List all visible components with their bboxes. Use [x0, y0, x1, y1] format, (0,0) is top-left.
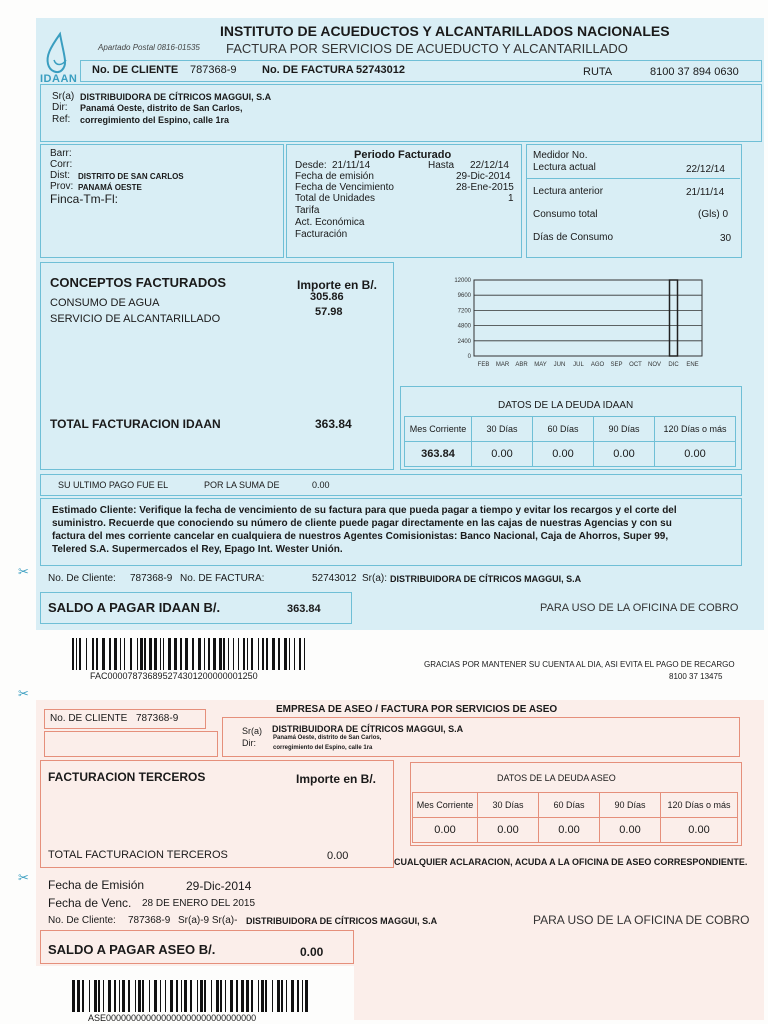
- dias-label: Días de Consumo: [533, 232, 614, 243]
- sr-label: Sr(a): [52, 91, 75, 102]
- deuda-idaan-table: [404, 416, 736, 467]
- emision-value: 29-Dic-2014: [456, 171, 511, 182]
- aseo-emision-value: 29-Dic-2014: [186, 879, 252, 893]
- barcode-bar: [281, 980, 283, 1012]
- barcode-bar: [103, 980, 104, 1012]
- barcode-bar: [228, 638, 229, 670]
- barcode-bar: [124, 638, 125, 670]
- barcode-bar: [258, 980, 259, 1012]
- barcode-bar: [86, 638, 87, 670]
- medidor-label: Medidor No.: [533, 150, 588, 161]
- desde-value: 21/11/14: [332, 160, 371, 171]
- scissors-icon: ✂: [18, 870, 29, 885]
- chart-xtick-label: FEB: [477, 362, 490, 368]
- stub-ruta: 8100 37 13475: [669, 672, 723, 681]
- stub-sr-label: Sr(a):: [362, 573, 387, 584]
- aseo-stub-cliente-value: 787368-9: [128, 915, 171, 926]
- barcode-bar: [211, 980, 212, 1012]
- chart-xtick-label: DIC: [668, 362, 679, 368]
- desde-label: Desde:: [295, 160, 327, 171]
- barcode-bar: [149, 980, 150, 1012]
- aclaracion-message: CUALQUIER ACLARACION, ACUDA A LA OFICINA DE ASEO CORRESPONDIENTE.: [394, 857, 748, 867]
- barcode-bar: [72, 638, 74, 670]
- deuda-value-cell: 0.00: [472, 442, 533, 467]
- aseo-blank-box: [44, 731, 218, 757]
- cliente-label: No. DE CLIENTE: [92, 64, 179, 76]
- aseo-venc-value: 28 DE ENERO DEL 2015: [142, 898, 256, 909]
- deuda-aseo-table: [412, 792, 738, 843]
- customer-reference: corregimiento del Espino, calle 1ra: [80, 115, 230, 125]
- deuda-idaan-title: DATOS DE LA DEUDA IDAAN: [498, 400, 634, 411]
- barcode-bar: [219, 638, 222, 670]
- dir-label: Dir:: [52, 102, 68, 113]
- barcode-bar: [176, 980, 178, 1012]
- factura-label: No. DE FACTURA: [262, 64, 354, 76]
- deuda-idaan-header-row: [405, 417, 736, 442]
- barcode-bar: [262, 638, 264, 670]
- vencimiento-label: Fecha de Vencimiento: [295, 182, 394, 193]
- barcode-bar: [241, 980, 244, 1012]
- facturacion-terceros-title: FACTURACION TERCEROS: [48, 770, 206, 784]
- total-terceros-label: TOTAL FACTURACION TERCEROS: [48, 849, 228, 861]
- ruta-label: RUTA: [583, 66, 613, 78]
- aseo-cliente-label: No. DE CLIENTE: [50, 713, 128, 724]
- deuda-aseo-value-cell: 0.00: [478, 818, 539, 843]
- consumo-label: Consumo total: [533, 209, 598, 220]
- barcode-bar: [94, 980, 97, 1012]
- barcode-bar: [119, 980, 120, 1012]
- deuda-aseo-header-cell: 120 Días o más: [661, 793, 738, 818]
- barcode-bar: [130, 638, 132, 670]
- chart-xtick-label: JUN: [553, 362, 566, 368]
- barcode-bar: [92, 638, 94, 670]
- barcode-bar: [122, 980, 125, 1012]
- aseo-customer-name: DISTRIBUIDORA DE CÍTRICOS MAGGUI, S.A: [272, 724, 464, 734]
- barcode-bar: [149, 638, 152, 670]
- barcode-bar: [96, 638, 98, 670]
- chart-xtick-label: ENE: [686, 362, 699, 368]
- barcode-bar: [223, 638, 225, 670]
- barcode-bar: [297, 980, 299, 1012]
- barcode-bar: [220, 980, 222, 1012]
- barcode-bar: [77, 980, 80, 1012]
- barcode-bar: [98, 980, 100, 1012]
- barcode-bar: [265, 980, 267, 1012]
- barcode-bar: [135, 980, 136, 1012]
- barcode-bar: [181, 980, 182, 1012]
- barcode-bar: [246, 980, 249, 1012]
- deuda-aseo-value-row: [413, 818, 738, 843]
- chart-ytick-label: 2400: [457, 338, 471, 345]
- barcode-bar: [208, 638, 210, 670]
- barcode-bar: [140, 638, 143, 670]
- barcode-bar: [204, 980, 206, 1012]
- unidades-value: 1: [508, 193, 514, 204]
- chart-xtick-label: MAY: [534, 362, 547, 368]
- lectura-actual-label: Lectura actual: [533, 162, 596, 173]
- barcode-bar: [216, 980, 219, 1012]
- barcode-bar: [243, 638, 245, 670]
- deuda-aseo-header-cell: 90 Días: [600, 793, 661, 818]
- lectura-actual-value: 22/12/14: [686, 164, 725, 175]
- chart-xtick-label: ABR: [515, 362, 528, 368]
- tarifa-label: Tarifa: [295, 205, 320, 216]
- chart-xtick-label: OCT: [629, 362, 642, 368]
- hasta-label: Hasta: [428, 160, 455, 171]
- barcode-bar: [225, 980, 226, 1012]
- chart-ytick-label: 4800: [457, 323, 471, 330]
- importe-label: Importe en B/.: [297, 278, 378, 292]
- aseo-dir-label: Dir:: [242, 738, 256, 748]
- deuda-aseo-header-cell: 60 Días: [539, 793, 600, 818]
- aseo-cliente-value: 787368-9: [136, 713, 179, 724]
- barcode-bar: [142, 980, 144, 1012]
- chart-plot-frame: [474, 280, 702, 356]
- deuda-aseo-value-cell: 0.00: [600, 818, 661, 843]
- total-terceros-amount: 0.00: [327, 850, 349, 862]
- period-title: Periodo Facturado: [354, 149, 452, 161]
- deuda-header-cell: 120 Días o más: [655, 417, 736, 442]
- barcode-bar: [294, 638, 295, 670]
- stub-cliente-label: No. De Cliente:: [48, 573, 116, 584]
- factura-number: 52743012: [356, 64, 405, 76]
- stub-cliente-value: 787368-9: [130, 573, 173, 584]
- deuda-header-cell: 60 Días: [533, 417, 594, 442]
- total-idaan-label: TOTAL FACTURACION IDAAN: [50, 417, 221, 431]
- dist-label: Dist:: [50, 170, 70, 181]
- barcode-bar: [138, 980, 141, 1012]
- lectura-anterior-label: Lectura anterior: [533, 186, 604, 197]
- stub-customer-name: DISTRIBUIDORA DE CÍTRICOS MAGGUI, S.A: [390, 574, 582, 584]
- suma-label: POR LA SUMA DE: [204, 480, 280, 490]
- invoice-subtitle: FACTURA POR SERVICIOS DE ACUEDUCTO Y ALCANTARILLADO: [226, 41, 628, 56]
- consumo-value: (Gls) 0: [698, 209, 728, 220]
- cliente-number: 787368-9: [190, 64, 237, 76]
- apartado-postal: Apartado Postal 0816-01535: [98, 43, 200, 52]
- barcode-bar: [174, 638, 177, 670]
- barcode-bar: [154, 980, 157, 1012]
- suma-value: 0.00: [312, 480, 330, 490]
- barcode-bar: [299, 638, 301, 670]
- barcode-bar: [200, 980, 203, 1012]
- aseo-dir-line1: Panamá Oeste, distrito de San Carlos,: [273, 735, 382, 741]
- barcode-bar: [286, 980, 287, 1012]
- meter-divider: [526, 178, 740, 180]
- barcode-bar: [198, 638, 201, 670]
- finca-label: Finca-Tm-Fl:: [50, 192, 118, 206]
- scissors-icon: ✂: [18, 564, 29, 579]
- consumption-history-chart: [440, 268, 710, 376]
- vencimiento-value: 28-Ene-2015: [456, 182, 514, 193]
- barcode-bar: [258, 638, 259, 670]
- barcode-bar: [160, 980, 161, 1012]
- idaan-barcode: [70, 638, 310, 672]
- customer-address: Panamá Oeste, distrito de San Carlos,: [80, 103, 243, 113]
- customer-name: DISTRIBUIDORA DE CÍTRICOS MAGGUI, S.A: [80, 92, 272, 102]
- idaan-barcode-text: FAC000078736895274301200000001250: [90, 671, 258, 681]
- barcode-bar: [89, 980, 90, 1012]
- deuda-aseo-value-cell: 0.00: [661, 818, 738, 843]
- notice-line: Estimado Cliente: Verifique la fecha de vencimiento de su factura para que pueda pagar a tiempo y evitar los recargos y el corte del: [52, 505, 677, 516]
- chart-ytick-label: 9600: [457, 293, 471, 300]
- aseo-venc-label: Fecha de Venc.: [48, 896, 132, 910]
- barcode-bar: [204, 638, 205, 670]
- notice-line: suministro. Recuerde que conociendo su número de cliente puede pagar directamente en las cajas de nuestras Agencias y con su: [52, 518, 672, 529]
- ref-label: Ref:: [52, 114, 71, 125]
- district-value: DISTRITO DE SAN CARLOS: [78, 172, 184, 181]
- barcode-bar: [109, 638, 111, 670]
- unidades-label: Total de Unidades: [295, 193, 376, 204]
- barcode-bar: [278, 638, 280, 670]
- barcode-bar: [82, 980, 84, 1012]
- deuda-aseo-header-cell: 30 Días: [478, 793, 539, 818]
- barcode-bar: [272, 980, 273, 1012]
- stub-factura-value: 52743012: [312, 573, 357, 584]
- barcode-bar: [289, 638, 290, 670]
- barcode-bar: [213, 638, 216, 670]
- barcode-bar: [76, 638, 77, 670]
- barcode-bar: [233, 638, 234, 670]
- barcode-bar: [168, 638, 171, 670]
- barcode-bar: [114, 638, 117, 670]
- stub-factura-label: No. DE FACTURA:: [180, 573, 265, 584]
- oficina-cobro-label: PARA USO DE LA OFICINA DE COBRO: [540, 602, 739, 614]
- barcode-bar: [261, 980, 264, 1012]
- aseo-stub-cliente-label: No. De Cliente:: [48, 915, 116, 926]
- deuda-value-cell: 0.00: [533, 442, 594, 467]
- barcode-bar: [251, 980, 253, 1012]
- barcode-bar: [165, 980, 166, 1012]
- deuda-aseo-header-cell: Mes Corriente: [413, 793, 478, 818]
- corr-label: Corr:: [50, 159, 73, 170]
- concepto-alcantarillado-label: SERVICIO DE ALCANTARILLADO: [50, 313, 221, 325]
- chart-xtick-label: JUL: [573, 362, 584, 368]
- barcode-bar: [305, 980, 308, 1012]
- barcode-bar: [272, 638, 275, 670]
- barcode-bar: [114, 980, 116, 1012]
- aseo-stub-name: DISTRIBUIDORA DE CÍTRICOS MAGGUI, S.A: [246, 916, 438, 926]
- idaan-logo: [40, 30, 80, 86]
- aseo-title: EMPRESA DE ASEO / FACTURA POR SERVICIOS DE ASEO: [276, 704, 558, 715]
- scissors-icon: ✂: [18, 686, 29, 701]
- ultimo-pago-label: SU ULTIMO PAGO FUE EL: [58, 480, 169, 490]
- barcode-bar: [180, 638, 182, 670]
- deuda-aseo-title: DATOS DE LA DEUDA ASEO: [497, 773, 616, 783]
- barcode-bar: [238, 638, 239, 670]
- barcode-bar: [128, 980, 130, 1012]
- chart-xtick-label: NOV: [647, 362, 662, 368]
- barcode-bar: [236, 980, 238, 1012]
- institute-title: INSTITUTO DE ACUEDUCTOS Y ALCANTARILLADOS NACIONALES: [220, 23, 670, 39]
- barcode-bar: [108, 980, 111, 1012]
- barcode-bar: [163, 638, 164, 670]
- deuda-value-cell: 363.84: [405, 442, 472, 467]
- barcode-bar: [277, 980, 280, 1012]
- notice-line: Telered S.A. Supermercados el Rey, Epago Int. Wester Unión.: [52, 544, 343, 555]
- dias-value: 30: [720, 233, 732, 244]
- aseo-oficina-label: PARA USO DE LA OFICINA DE COBRO: [533, 913, 750, 927]
- barcode-bar: [184, 980, 187, 1012]
- saldo-idaan-amount: 363.84: [287, 603, 321, 615]
- barcode-bar: [302, 980, 303, 1012]
- barcode-bar: [144, 638, 146, 670]
- chart-xtick-label: AGO: [590, 362, 605, 368]
- hasta-value: 22/12/14: [470, 160, 509, 171]
- province-value: PANAMÁ OESTE: [78, 183, 142, 192]
- barcode-bar: [72, 980, 75, 1012]
- barcode-bar: [197, 980, 198, 1012]
- deuda-idaan-value-row: [405, 442, 736, 467]
- deuda-value-cell: 0.00: [655, 442, 736, 467]
- deuda-aseo-value-cell: 0.00: [413, 818, 478, 843]
- logo-text: IDAAN: [40, 73, 78, 85]
- barcode-bar: [266, 638, 268, 670]
- chart-xtick-label: SEP: [610, 362, 623, 368]
- aseo-emision-label: Fecha de Emisión: [48, 878, 145, 892]
- gracias-message: GRACIAS POR MANTENER SU CUENTA AL DIA, ASI EVITA EL PAGO DE RECARGO: [424, 660, 735, 669]
- deuda-aseo-header-row: [413, 793, 738, 818]
- chart-xtick-label: MAR: [495, 362, 510, 368]
- deuda-value-cell: 0.00: [594, 442, 655, 467]
- emision-label: Fecha de emisión: [295, 171, 374, 182]
- barcode-bar: [154, 638, 157, 670]
- barr-label: Barr:: [50, 148, 72, 159]
- saldo-aseo-label: SALDO A PAGAR ASEO B/.: [48, 942, 216, 957]
- chart-ytick-label: 12000: [454, 278, 471, 284]
- barcode-bar: [170, 980, 173, 1012]
- act-economica-label: Act. Económica: [295, 217, 365, 228]
- concepto-alcantarillado-amount: 57.98: [315, 306, 343, 318]
- aseo-importe-label: Importe en B/.: [296, 772, 377, 786]
- barcode-bar: [79, 638, 81, 670]
- aseo-barcode-text: ASE000000000000000000000000000000: [88, 1013, 257, 1023]
- saldo-aseo-amount: 0.00: [300, 945, 324, 959]
- barcode-bar: [120, 638, 121, 670]
- barcode-bar: [185, 638, 188, 670]
- chart-ytick-label: 7200: [457, 308, 471, 315]
- total-idaan-amount: 363.84: [315, 417, 352, 431]
- notice-line: factura del mes corriente cancelar en cualquiera de nuestros Agentes Comisionistas: Banco Nacional, Caja de Ahorros, Super 99,: [52, 531, 669, 542]
- lectura-anterior-value: 21/11/14: [686, 187, 725, 198]
- ruta-number: 8100 37 894 0630: [650, 66, 739, 78]
- concepto-agua-amount: 305.86: [310, 291, 344, 303]
- aseo-sr-label: Sr(a): [242, 726, 262, 736]
- saldo-idaan-label: SALDO A PAGAR IDAAN B/.: [48, 600, 221, 615]
- prov-label: Prov:: [50, 181, 74, 192]
- barcode-bar: [247, 638, 248, 670]
- barcode-bar: [192, 638, 194, 670]
- aseo-dir-line2: corregimiento del Espino, calle 1ra: [273, 745, 373, 751]
- facturacion-label: Facturación: [295, 229, 348, 240]
- barcode-bar: [230, 980, 233, 1012]
- chart-bar: [670, 280, 678, 356]
- barcode-bar: [304, 638, 305, 670]
- barcode-bar: [137, 638, 138, 670]
- aseo-stub-sr: Sr(a)-9 Sr(a)-: [178, 915, 238, 926]
- deuda-header-cell: 30 Días: [472, 417, 533, 442]
- chart-ytick-label: 0: [467, 354, 471, 360]
- deuda-aseo-value-cell: 0.00: [539, 818, 600, 843]
- barcode-bar: [190, 980, 192, 1012]
- barcode-bar: [284, 638, 287, 670]
- barcode-bar: [160, 638, 161, 670]
- barcode-bar: [251, 638, 253, 670]
- barcode-bar: [291, 980, 294, 1012]
- aseo-barcode: [70, 980, 310, 1014]
- deuda-header-cell: 90 Días: [594, 417, 655, 442]
- concepto-agua-label: CONSUMO DE AGUA: [50, 297, 160, 309]
- barcode-bar: [102, 638, 105, 670]
- deuda-header-cell: Mes Corriente: [405, 417, 472, 442]
- conceptos-title: CONCEPTOS FACTURADOS: [50, 275, 226, 290]
